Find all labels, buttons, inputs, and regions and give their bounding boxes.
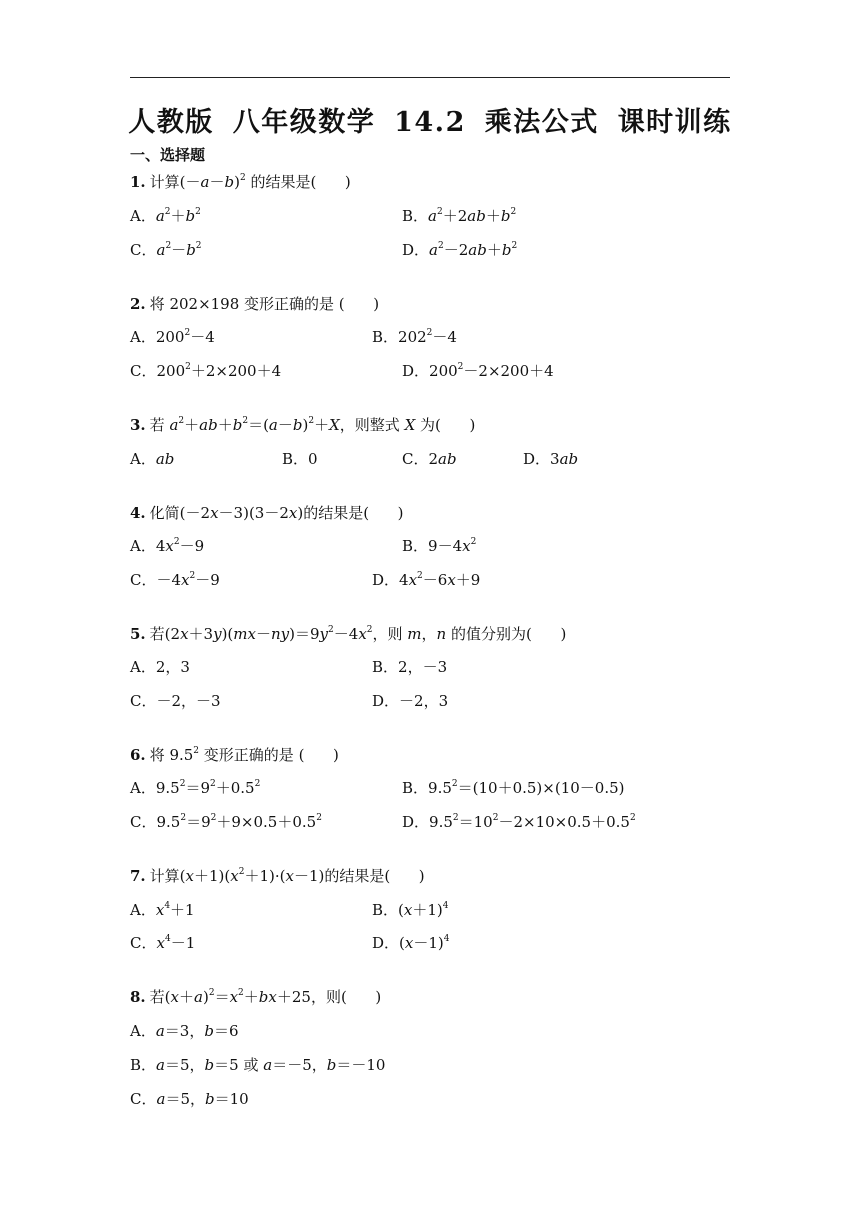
option-7b: B．$(x+1)^4$ (372, 901, 449, 919)
question-6 (130, 745, 339, 768)
option-5b: B．2，－3 (372, 658, 448, 676)
question-5 (130, 624, 566, 647)
title-publisher: 人教版 (128, 107, 214, 138)
option-1d: D．$a^2-2ab+b^2$ (402, 241, 518, 259)
question-stem: 若$(2x+3y)(mx-ny)=9y^2-4x^2$，则 m，n 的值分别为( ) (149, 625, 567, 643)
question-7 (130, 866, 425, 889)
question-stem: 若 $a^2+ab+b^2=(a-b)^2+X$，则整式 X 为( ) (149, 416, 476, 434)
option-2d: D．$200^2-2\times 200+4$ (402, 362, 554, 380)
option-4b: B．$9-4x^2$ (402, 537, 477, 555)
question-number: 2. (130, 295, 146, 313)
option-6c: C．$9.5^2=9^2+9\times 0.5+0.5^2$ (130, 813, 322, 831)
question-8 (130, 987, 381, 1010)
question-1 (130, 172, 351, 195)
option-8c: C．a＝5，b＝10 (130, 1090, 249, 1108)
question-number: 6. (130, 746, 146, 764)
question-stem: 计算$(-a-b)^2$ 的结果是( ) (149, 173, 351, 191)
title-kind: 课时训练 (617, 107, 732, 138)
question-3 (130, 415, 475, 438)
option-2c: C．$200^2+2\times 200+4$ (130, 362, 282, 380)
option-3c: C．2ab (402, 450, 457, 468)
option-6a: A．$9.5^2=9^2+0.5^2$ (130, 779, 261, 797)
option-3d: D．3ab (523, 450, 579, 468)
question-stem: 若$(x+a)^2=x^2+bx+25$，则( ) (149, 988, 382, 1006)
option-3a: A．ab (130, 450, 175, 468)
option-6b: B．$9.5^2=(10+0.5)\times(10-0.5)$ (402, 779, 625, 797)
page-title (0, 100, 860, 139)
option-3b: B．0 (282, 450, 318, 468)
option-5d: D．－2，3 (372, 692, 449, 710)
option-5a: A．2，3 (130, 658, 190, 676)
title-grade: 八年级数学 (232, 107, 376, 138)
option-7c: C．$x^4-1$ (130, 934, 196, 952)
question-2 (130, 294, 379, 314)
question-stem: 计算$(x+1)(x^2+1)\cdot(x-1)$的结果是( ) (149, 867, 425, 885)
option-4c: C．$-4x^2-9$ (130, 571, 220, 589)
question-number: 7. (130, 867, 146, 885)
option-4a: A．$4x^2-9$ (130, 537, 205, 555)
question-stem: 化简(－2x－3)(3－2x)的结果是( ) (149, 504, 404, 522)
question-number: 3. (130, 416, 146, 434)
section-heading: 一、选择题 (130, 146, 206, 164)
header-rule (130, 77, 730, 78)
question-number: 1. (130, 173, 146, 191)
option-6d: D．$9.5^2=10^2-2\times 10\times 0.5+0.5^2$ (402, 813, 636, 831)
option-7a: A．$x^4+1$ (130, 901, 195, 919)
option-1a: A．$a^2+b^2$ (130, 207, 201, 225)
option-5c: C．－2，－3 (130, 692, 221, 710)
question-stem: 将 202×198 变形正确的是 ( ) (149, 295, 380, 313)
option-1b: B．$a^2+2ab+b^2$ (402, 207, 517, 225)
option-8a: A．a＝3，b＝6 (130, 1022, 239, 1040)
title-topic: 乘法公式 (484, 107, 599, 138)
option-2b: B．$202^2-4$ (372, 328, 457, 346)
option-8b: B．a＝5，b＝5 或 a＝－5，b＝－10 (130, 1056, 386, 1074)
question-number: 4. (130, 504, 146, 522)
title-section-number: 14.2 (394, 107, 466, 138)
question-4 (130, 503, 404, 523)
question-stem: 将 $9.5^2$ 变形正确的是 ( ) (149, 746, 339, 764)
option-1c: C．$a^2-b^2$ (130, 241, 202, 259)
question-number: 8. (130, 988, 146, 1006)
option-7d: D．$(x-1)^4$ (372, 934, 450, 952)
option-4d: D．$4x^2-6x+9$ (372, 571, 481, 589)
option-2a: A．$200^2-4$ (130, 328, 215, 346)
question-number: 5. (130, 625, 146, 643)
